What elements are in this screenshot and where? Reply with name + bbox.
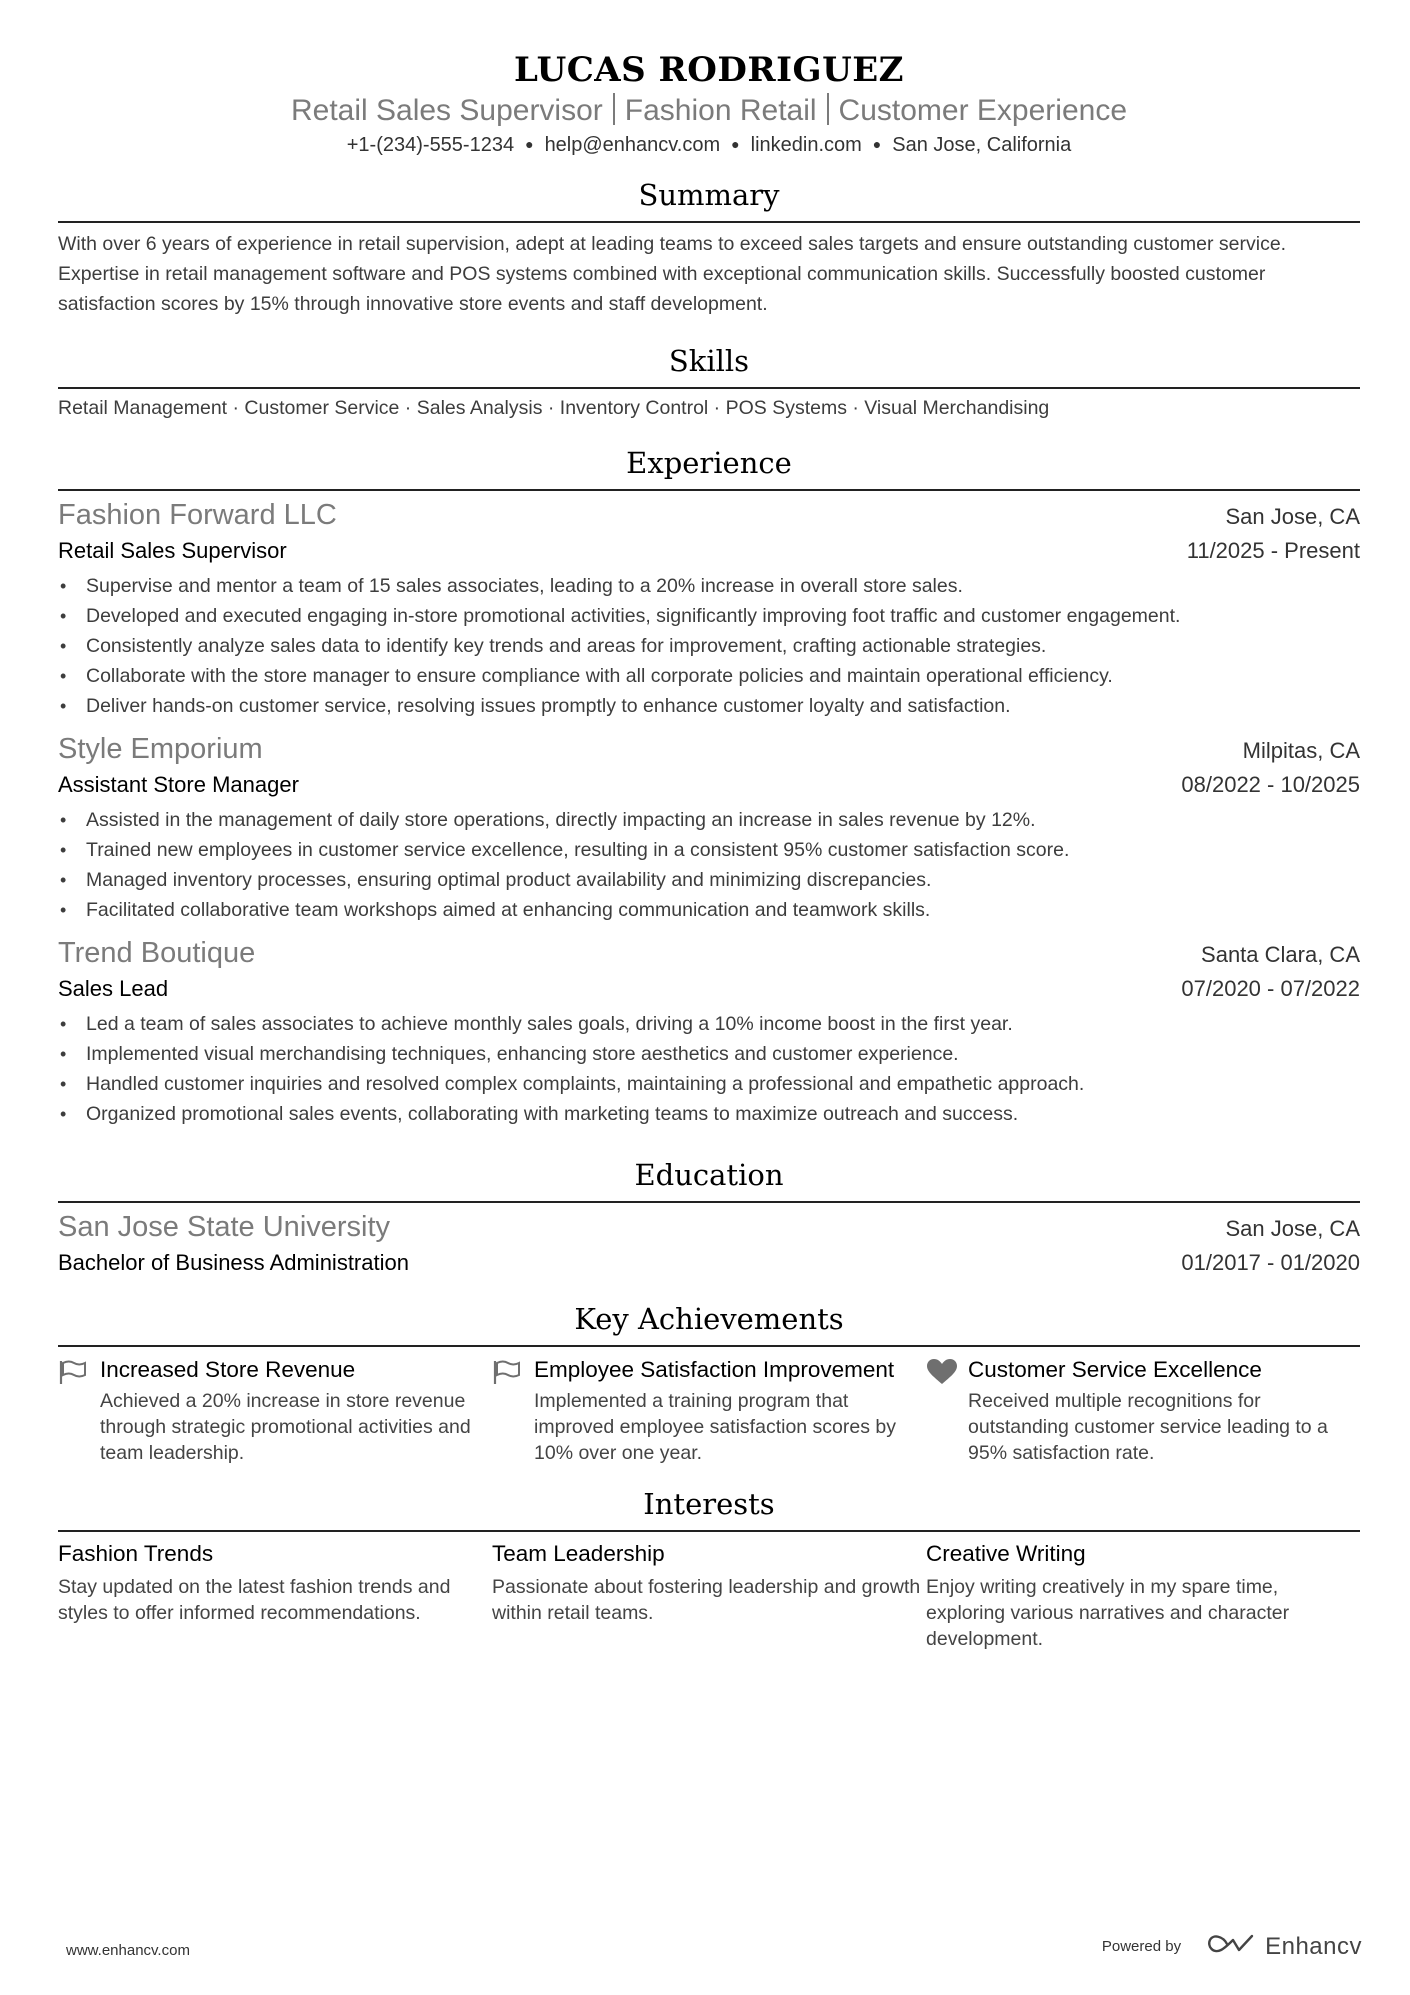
- interest-title: Fashion Trends: [58, 1541, 214, 1566]
- interests-section: [58, 1484, 1360, 1652]
- interest-title: Team Leadership: [492, 1541, 665, 1566]
- job-entry: [58, 731, 1360, 925]
- bullet-item: • Supervise and mentor a team of 15 sales associates, leading to a 20% increase in overall store sales.: [58, 571, 1360, 601]
- skills-section: [58, 341, 1360, 423]
- achievement-desc: Achieved a 20% increase in store revenue through strategic promotional activities and team leadership.: [100, 1390, 471, 1464]
- job-entry: [58, 935, 1360, 1129]
- flag-icon: [58, 1355, 100, 1466]
- achievement-title: Increased Store Revenue: [100, 1357, 356, 1382]
- job-title: Sales Lead: [58, 976, 169, 1001]
- achievement-item: [58, 1355, 492, 1466]
- summary-section: [58, 175, 1360, 319]
- section-divider: [58, 1530, 1360, 1532]
- company-name: Fashion Forward LLC: [58, 499, 337, 531]
- headline-part: Retail Sales Supervisor: [290, 94, 603, 127]
- job-dates: 07/2020 - 07/2022: [1181, 976, 1360, 1001]
- bullet-separator: ●: [872, 136, 882, 152]
- job-dates: 08/2022 - 10/2025: [1181, 772, 1360, 797]
- headline-part: Fashion Retail: [624, 94, 817, 127]
- location: San Jose, California: [892, 134, 1072, 156]
- resume-header: [58, 0, 1360, 159]
- section-divider: [58, 1201, 1360, 1203]
- bullet-item: • Managed inventory processes, ensuring optimal product availability and minimizing discrepancies.: [58, 865, 1360, 895]
- school-name: San Jose State University: [58, 1211, 391, 1243]
- section-divider: [58, 387, 1360, 389]
- interest-item: [926, 1538, 1360, 1652]
- interest-item: [58, 1538, 492, 1652]
- education-section: [58, 1155, 1360, 1279]
- section-title: Education: [634, 1158, 784, 1192]
- achievement-title: Employee Satisfaction Improvement: [534, 1357, 895, 1382]
- education-entry: [58, 1209, 1360, 1279]
- bullet-item: • Handled customer inquiries and resolved complex complaints, maintaining a professional and empathetic approach.: [58, 1069, 1360, 1099]
- achievement-title: Customer Service Excellence: [968, 1357, 1262, 1382]
- job-location: Milpitas, CA: [1242, 738, 1360, 763]
- section-divider: [58, 1345, 1360, 1347]
- divider: [827, 93, 829, 125]
- section-title: Skills: [668, 344, 750, 378]
- divider: [613, 93, 615, 125]
- job-title: Retail Sales Supervisor: [58, 538, 287, 563]
- achievement-item: [926, 1355, 1360, 1466]
- company-name: Style Emporium: [58, 733, 263, 765]
- section-title: Key Achievements: [574, 1302, 844, 1336]
- skills-list: Retail Management · Customer Service · Sales Analysis · Inventory Control · POS Systems · Visual Merchandising: [58, 397, 1050, 419]
- candidate-name: LUCAS RODRIGUEZ: [514, 50, 904, 90]
- phone: +1-(234)-555-1234: [346, 134, 515, 156]
- bullet-item: • Collaborate with the store manager to ensure compliance with all corporate policies and maintain operational efficiency.: [58, 661, 1360, 691]
- bullet-separator: ●: [731, 136, 740, 152]
- resume-page: [58, 0, 1360, 1652]
- section-title: Interests: [643, 1487, 775, 1521]
- enhancv-logo-icon: [1207, 1932, 1255, 1961]
- bullet-item: • Deliver hands-on customer service, resolving issues promptly to enhance customer loyalty and satisfaction.: [58, 691, 1360, 721]
- company-name: Trend Boutique: [58, 937, 256, 969]
- email-link[interactable]: help@enhancv.com: [544, 134, 721, 156]
- job-dates: 11/2025 - Present: [1186, 538, 1360, 563]
- section-divider: [58, 221, 1360, 223]
- bullet-item: • Facilitated collaborative team workshops aimed at enhancing communication and teamwork skills.: [58, 895, 1360, 925]
- experience-section: [58, 443, 1360, 1129]
- headline: [58, 92, 1360, 130]
- website-link[interactable]: www.enhancv.com: [66, 1942, 190, 1959]
- interest-desc: Enjoy writing creatively in my spare time, exploring various narratives and character development.: [926, 1576, 1290, 1650]
- section-title: Summary: [638, 178, 780, 212]
- section-divider: [58, 489, 1360, 491]
- linkedin-link[interactable]: linkedin.com: [750, 134, 862, 156]
- bullet-separator: ●: [525, 136, 534, 152]
- bullet-item: • Developed and executed engaging in-store promotional activities, significantly improving foot traffic and customer engagement.: [58, 601, 1360, 631]
- flag-icon: [492, 1355, 534, 1466]
- job-entry: [58, 497, 1360, 721]
- heart-icon: [926, 1355, 968, 1466]
- job-title: Assistant Store Manager: [58, 772, 299, 797]
- headline-part: Customer Experience: [838, 94, 1128, 127]
- job-bullets: [58, 571, 1360, 721]
- achievement-desc: Received multiple recognitions for outstanding customer service leading to a 95% satisfaction rate.: [968, 1390, 1328, 1464]
- interest-desc: Stay updated on the latest fashion trends and styles to offer informed recommendations.: [58, 1576, 451, 1624]
- bullet-item: • Led a team of sales associates to achieve monthly sales goals, driving a 10% income boost in the first year.: [58, 1009, 1360, 1039]
- job-bullets: [58, 1009, 1360, 1129]
- job-location: Santa Clara, CA: [1201, 942, 1360, 967]
- section-title: Experience: [626, 446, 792, 480]
- achievement-item: [492, 1355, 926, 1466]
- degree: Bachelor of Business Administration: [58, 1250, 409, 1275]
- brand-name: Enhancv: [1265, 1932, 1362, 1960]
- bullet-item: • Trained new employees in customer service excellence, resulting in a consistent 95% customer satisfaction score.: [58, 835, 1360, 865]
- achievements-section: [58, 1299, 1360, 1466]
- bullet-item: • Organized promotional sales events, collaborating with marketing teams to maximize outreach and success.: [58, 1099, 1360, 1129]
- powered-by: [1102, 1932, 1362, 1961]
- job-bullets: [58, 805, 1360, 925]
- bullet-item: • Assisted in the management of daily store operations, directly impacting an increase in sales revenue by 12%.: [58, 805, 1360, 835]
- contact-info: [58, 130, 1360, 159]
- school-location: San Jose, CA: [1225, 1216, 1360, 1241]
- powered-by-label: Powered by: [1101, 1938, 1182, 1955]
- summary-text: With over 6 years of experience in retail supervision, adept at leading teams to exceed sales targets and ensure outstanding customer service. Expertise in retail management software and POS systems combined with exceptional communication skills. Successfully boosted customer satisfaction scores by 15% through innovative store events and staff development.: [58, 233, 1287, 315]
- achievement-desc: Implemented a training program that improved employee satisfaction scores by 10% over one year.: [534, 1390, 896, 1464]
- bullet-item: • Implemented visual merchandising techniques, enhancing store aesthetics and customer experience.: [58, 1039, 1360, 1069]
- education-dates: 01/2017 - 01/2020: [1181, 1250, 1360, 1275]
- interest-desc: Passionate about fostering leadership and growth within retail teams.: [492, 1576, 921, 1624]
- interest-title: Creative Writing: [926, 1541, 1086, 1566]
- interest-item: [492, 1538, 926, 1652]
- job-location: San Jose, CA: [1225, 504, 1360, 529]
- bullet-item: • Consistently analyze sales data to identify key trends and areas for improvement, crafting actionable strategies.: [58, 631, 1360, 661]
